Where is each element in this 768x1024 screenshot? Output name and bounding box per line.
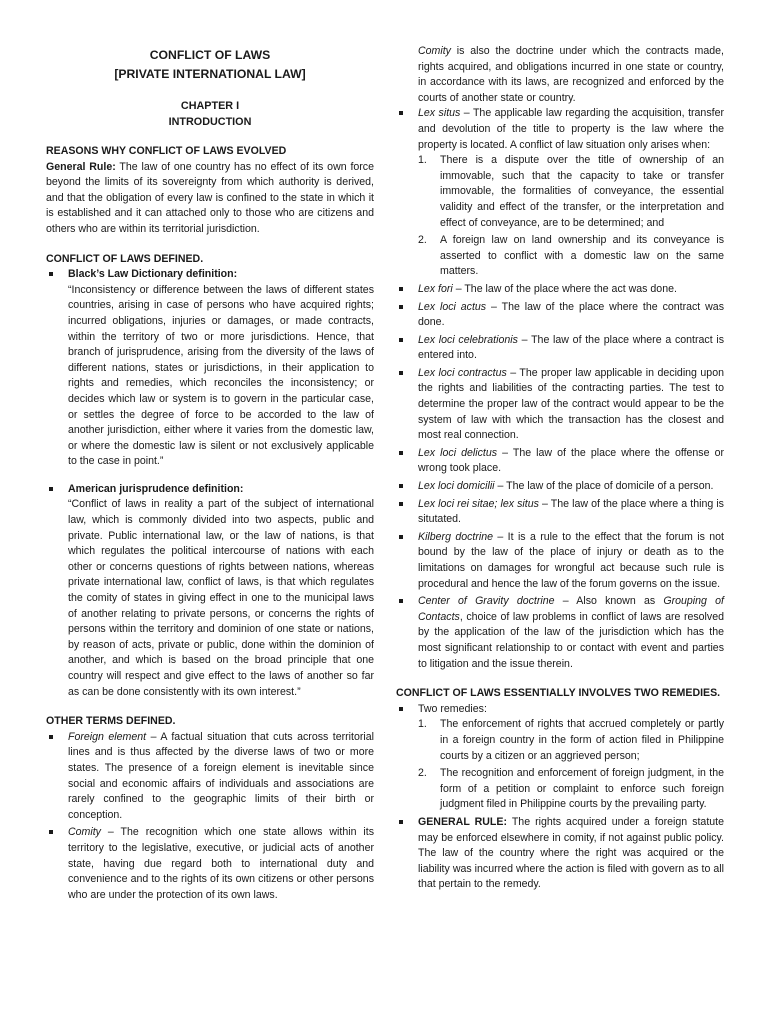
list-item	[396, 594, 724, 672]
term: Foreign element	[68, 730, 147, 743]
list-item	[396, 333, 724, 364]
right-column	[396, 44, 724, 895]
title-line-1: CONFLICT OF LAWS	[149, 48, 271, 62]
general-rule-label: GENERAL RULE:	[418, 815, 507, 828]
chapter-title: INTRODUCTION	[168, 116, 252, 128]
list-item	[46, 267, 374, 470]
term-definition: – The law of the place where the contract was done.	[418, 300, 724, 329]
list-item	[418, 766, 724, 813]
chapter-heading	[46, 98, 374, 130]
chapter-number: CHAPTER I	[180, 100, 240, 112]
blacks-label: Black’s Law Dictionary definition:	[68, 268, 238, 281]
american-label: American jurisprudence definition:	[68, 482, 244, 495]
term: Comity	[68, 826, 101, 839]
left-column	[46, 44, 374, 905]
remedies-heading: CONFLICT OF LAWS ESSENTIALLY INVOLVES TWO REMEDIES.	[396, 687, 721, 700]
two-remedies-label: Two remedies:	[418, 702, 487, 715]
item-text: The enforcement of rights that accrued completely or partly in a foreign country in the form of action filed in Philippine courts by a citizen or an aggrieved person;	[440, 718, 724, 762]
reasons-heading: REASONS WHY CONFLICT OF LAWS EVOLVED	[46, 145, 287, 157]
lex-terms-list	[396, 106, 724, 672]
list-item	[396, 702, 724, 813]
general-rule-text: The rights acquired under a foreign statute may be enforced elsewhere in comity, if not against public policy. The law of the country where the right was acquired or the liability was incurred where the action is filed with govern as to all that pertain to the remedy.	[418, 815, 724, 891]
list-item	[396, 815, 724, 893]
term-definition: – The law of the place where a contract is entered into.	[418, 333, 725, 362]
list-item	[418, 233, 724, 280]
item-text: The recognition and enforcement of foreign judgment, in the form of a petition or complaint to enforce such foreign judgment filed in Philippine courts by the prevailing party.	[440, 767, 724, 811]
defined-heading: CONFLICT OF LAWS DEFINED.	[46, 252, 204, 265]
term-definition: – It is a rule to the effect that the forum is not bound by the law of the place of injury or death as to the limitations on damages for wrongful act because such rule is procedural and hence the law of the forum governs on the issue.	[418, 530, 725, 590]
term-definition: is also the doctrine under which the contracts made, rights acquired, and obligations incurred in one state or country, in accordance with its laws, are recognized and enforced by the courts of another state or country.	[418, 45, 724, 104]
list-item	[396, 530, 724, 592]
term-alias: Grouping of Contacts	[418, 595, 724, 623]
document-title	[46, 46, 374, 84]
remedy-items	[418, 717, 724, 813]
american-quote: “Conflict of laws in reality a part of the subject of international law, which is commonly divided into two aspects, public and private. Public international law, or the law of nations, is that which regulates the political intercourse of nations with each other or concerns questions of rights between nations, whereas private international law, conflict of laws, is that which regulates the comity of states in giving effect in one to the municipal laws of another relating to private persons, or concerns the rights of persons within the territory and dominion of one state or nations, by reason of acts, private or public, done within the dominion of another, and which is based on the broad principle that one country will respect and give effect to the laws of another so far as can be done consistently with its own interest.”	[68, 498, 374, 698]
item-number: 2.	[418, 234, 427, 247]
term-definition: – The applicable law regarding the acquisition, transfer and devolution of the title to property is the law where the property is located. A conflict of law situation only arises when:	[418, 107, 724, 151]
definitions-list	[46, 267, 374, 700]
list-item	[396, 300, 724, 331]
list-item	[418, 717, 724, 764]
other-terms-heading: OTHER TERMS DEFINED.	[46, 715, 176, 728]
term: Lex loci contractus	[418, 366, 507, 379]
item-text: A foreign law on land ownership and its conveyance is asserted to conflict with a domestic law on the same matters.	[440, 234, 724, 278]
term-definition: – The law of the place where a thing is situtated.	[418, 497, 724, 526]
list-item	[396, 446, 724, 477]
list-item	[396, 282, 724, 298]
list-item	[396, 479, 724, 495]
list-item	[396, 366, 724, 444]
list-item	[46, 825, 374, 903]
term-definition: – Also known as	[554, 595, 664, 608]
term-definition: – The law of the place where the offense or wrong took place.	[418, 446, 724, 475]
list-item	[46, 482, 374, 700]
list-item	[418, 153, 724, 231]
term: Lex situs	[418, 107, 461, 120]
term-definition-cont: , choice of law problems in conflict of laws are resolved by the application of the law of the jurisdiction which has the most significant relationship to or contact with event and parties to litigation and the issue therein.	[418, 610, 724, 670]
comity-continuation	[396, 44, 724, 106]
term: Lex fori	[418, 282, 453, 295]
term: Lex loci delictus	[418, 446, 498, 459]
term-definition: – The recognition which one state allows within its territory to the legislative, executive, or judicial acts of another state, having due regard both to international duty and convenience and to the rights of its own citizens or other persons who are under the protection of its own laws.	[68, 826, 374, 901]
list-item	[396, 497, 724, 528]
title-line-2: [PRIVATE INTERNATIONAL LAW]	[114, 67, 306, 81]
item-number: 1.	[418, 718, 427, 731]
term: Center of Gravity doctrine	[418, 595, 555, 608]
term: Kilberg doctrine	[418, 530, 494, 543]
term: Comity	[418, 45, 451, 57]
item-text: There is a dispute over the title of ownership of an immovable, such that the capacity to take or transfer immovable, the formalities of conveyance, the essential validity and effect of the transfer, or the interpretation and effect of conveyance, are to be determined; and	[440, 154, 724, 229]
general-rule-text: The law of one country has no effect of its own force beyond the limits of its sovereignty from which authority is derived, and that the obligation of every law is confined to the state in which it is established and it can attached only to those who are citizens and others who are within its territorial jurisdiction.	[46, 160, 374, 235]
term-definition: – A factual situation that cuts across territorial lines and is thus affected by the diverse laws of two or more states. The presence of a foreign element is inevitable since social and economic affairs of individuals and associations are rarely confined to the geographic limits of their birth or conception.	[68, 730, 374, 821]
other-terms-list	[46, 730, 374, 904]
item-number: 1.	[418, 154, 427, 167]
term: Lex loci celebrationis	[418, 333, 518, 346]
remedies-list	[396, 702, 724, 893]
term-definition: – The proper law applicable in deciding upon the rights and liabilities of the contracting parties. The test to determine the proper law of the contract would appear to be the system of law with which the transaction has the closest and most real connection.	[418, 366, 724, 442]
term-definition: – The law of the place of domicile of a person.	[494, 480, 714, 493]
general-rule-label: General Rule:	[46, 160, 116, 173]
lex-situs-conditions	[418, 153, 724, 280]
term: Lex loci actus	[418, 300, 487, 313]
list-item	[46, 730, 374, 824]
general-rule-paragraph	[46, 160, 374, 238]
term-definition: – The law of the place where the act was done.	[452, 282, 677, 295]
term: Lex loci domicilii	[418, 480, 495, 493]
blacks-quote: “Inconsistency or difference between the laws of different states countries, arising in case of persons who have acquired rights; incurred obligations, injuries or damages, or made contracts, within the territory of two or more jurisdictions. Hence, that branch of jurisprudence, arising from the diversity of the laws of different nations, states or jurisdictions, in their application to rights and remedies, which reconciles the inconsistency; or decides which law or system is to govern in the particular case, or settles the degree of force to be accorded to the law of another jurisdiction, either where it varies from the domestic law, or where the domestic law is silent or not exclusively applicable to the case in point.”	[68, 283, 374, 468]
term: Lex loci rei sitae; lex situs	[418, 497, 539, 510]
item-number: 2.	[418, 767, 427, 780]
list-item	[396, 106, 724, 280]
